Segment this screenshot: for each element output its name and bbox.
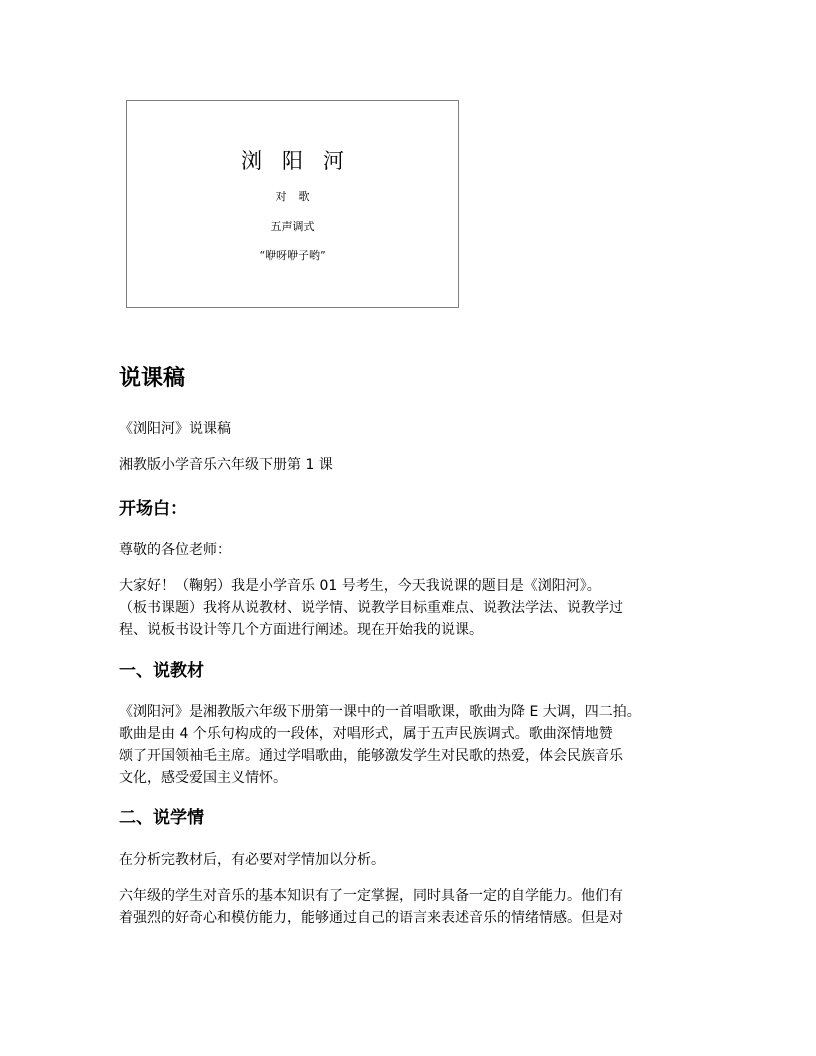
opening-line: 程、说板书设计等几个方面进行阐述。现在开始我的说课。 — [119, 622, 483, 638]
blackboard-design-box — [126, 100, 459, 308]
section1-heading: 一、说教材 — [119, 661, 204, 681]
opening-heading: 开场白： — [119, 499, 187, 519]
board-line-lyric: “咿呀咿子哟” — [259, 249, 326, 262]
subtitle-line: 《浏阳河》说课稿 — [119, 421, 231, 437]
board-line-mode: 五声调式 — [270, 220, 315, 233]
textbook-line: 湘教版小学音乐六年级下册第 1 课 — [119, 457, 333, 473]
section1-line: 颂了开国领袖毛主席。通过学唱歌曲，能够激发学生对民歌的热爱，体会民族音乐 — [119, 748, 623, 764]
document-title: 说课稿 — [119, 366, 186, 391]
section2-heading: 二、说学情 — [119, 808, 204, 828]
opening-greeting: 尊敬的各位老师： — [119, 542, 231, 558]
section2-intro: 在分析完教材后，有必要对学情加以分析。 — [119, 852, 385, 868]
section1-line: 歌曲是由 4 个乐句构成的一段体，对唱形式，属于五声民族调式。歌曲深情地赞 — [119, 726, 613, 742]
opening-line: 大家好！（鞠躬）我是小学音乐 01 号考生，今天我说课的题目是《浏阳河》。 — [119, 578, 601, 594]
board-title: 浏阳河 — [241, 149, 364, 173]
section2-line: 着强烈的好奇心和模仿能力，能够通过自己的语言来表述音乐的情绪情感。但是对 — [119, 910, 623, 926]
board-line-duet: 对歌 — [275, 190, 322, 203]
opening-line: （板书课题）我将从说教材、说学情、说教学目标重难点、说教法学法、说教学过 — [119, 600, 623, 616]
section1-line: 《浏阳河》是湘教版六年级下册第一课中的一首唱歌课，歌曲为降 E 大调，四二拍。 — [119, 704, 641, 720]
section1-line: 文化，感受爱国主义情怀。 — [119, 770, 287, 786]
section2-line: 六年级的学生对音乐的基本知识有了一定掌握，同时具备一定的自学能力。他们有 — [119, 888, 623, 904]
